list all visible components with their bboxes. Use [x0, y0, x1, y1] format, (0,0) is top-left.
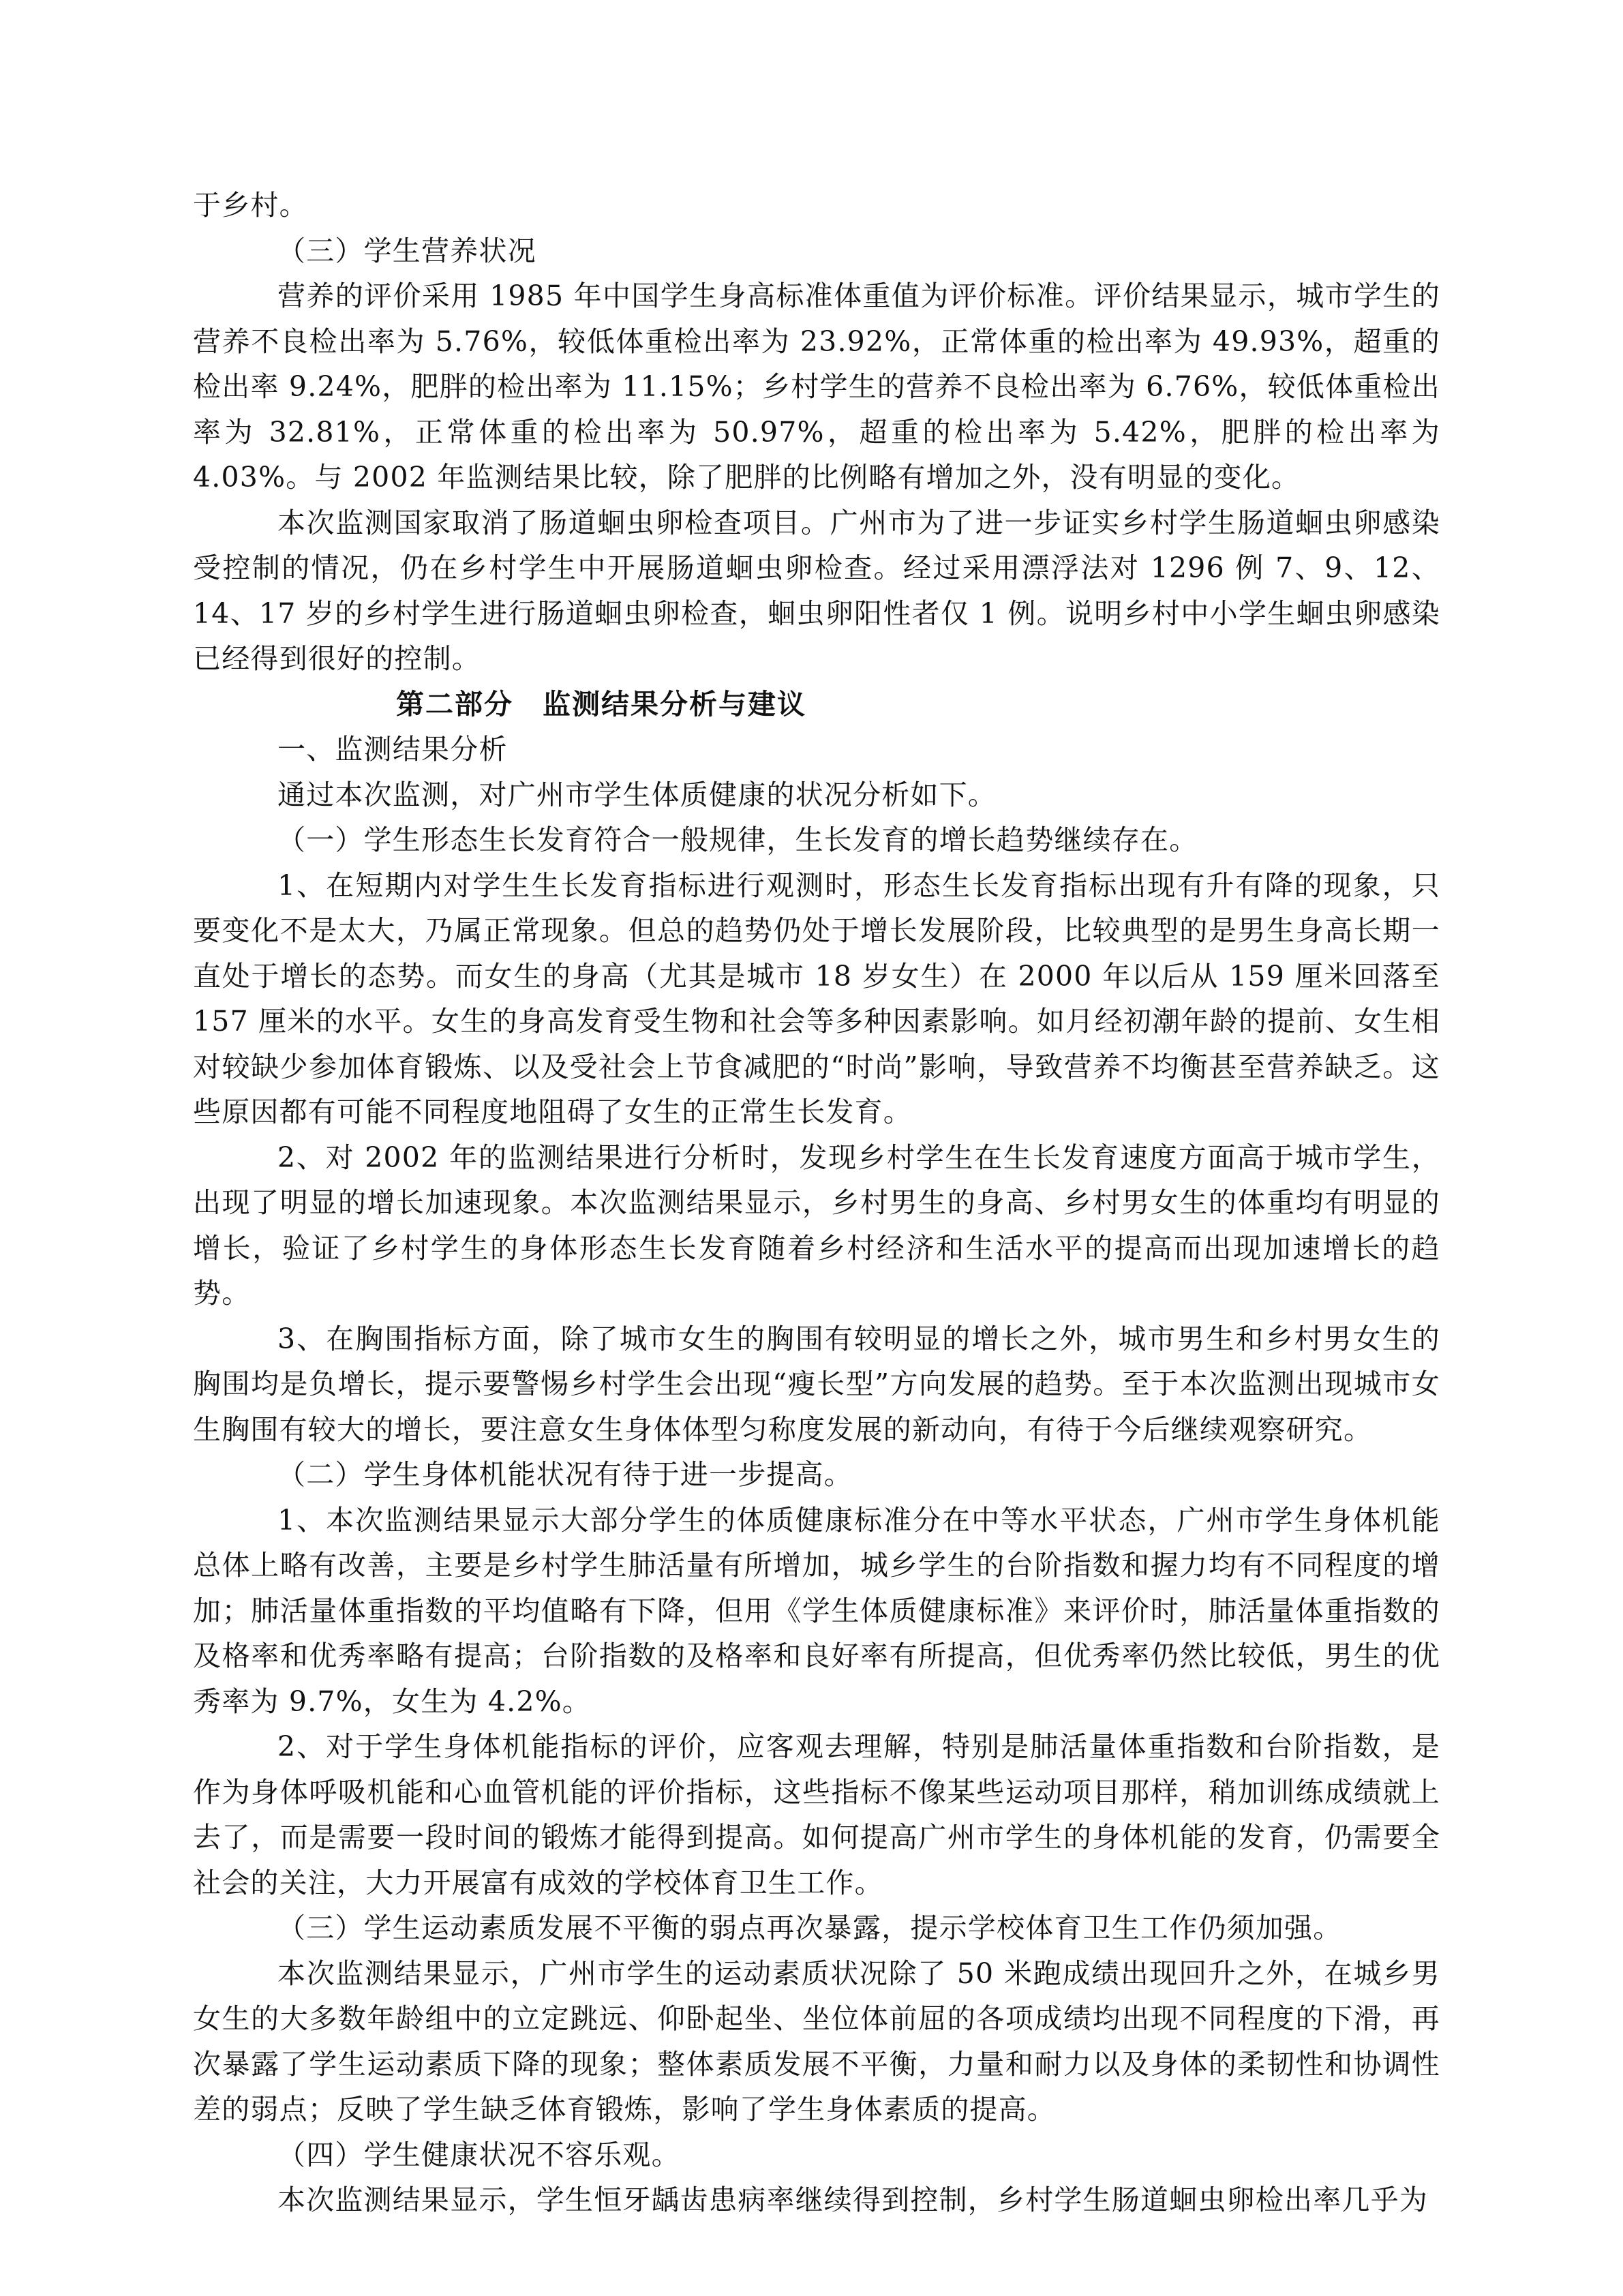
- subheading-fitness: （三）学生运动素质发展不平衡的弱点再次暴露，提示学校体育卫生工作仍须加强。: [277, 1912, 1342, 1944]
- paragraph-growth-3: 3、在胸围指标方面，除了城市女生的胸围有较明显的增长之外，城市男生和乡村男女生的胸围均是负增长，提示要警惕乡村学生会出现“瘦长型”方向发展的趋势。至于本次监测出现城市女生胸围有较大的增长，要注意女生身体体型匀称度发展的新动向，有待于今后继续观察研究。: [193, 1322, 1440, 1446]
- subheading-growth: （一）学生形态生长发育符合一般规律，生长发育的增长趋势继续存在。: [277, 824, 1198, 856]
- subheading-analysis: 一、监测结果分析: [277, 733, 508, 766]
- paragraph-growth-2: 2、对 2002 年的监测结果进行分析时，发现乡村学生在生长发育速度方面高于城市学生，出现了明显的增长加速现象。本次监测结果显示，乡村男生的身高、乡村男女生的体重均有明显的增长，验证了乡村学生的身体形态生长发育随着乡村经济和生活水平的提高而出现加速增长的趋势。: [193, 1141, 1440, 1310]
- paragraph-continuation: 于乡村。: [193, 189, 308, 222]
- paragraph-fitness: 本次监测结果显示，广州市学生的运动素质状况除了 50 米跑成绩出现回升之外，在城乡男女生的大多数年龄组中的立定跳远、仰卧起坐、坐位体前屈的各项成绩均出现不同程度的下滑，再次暴露了学生运动素质下降的现象；整体素质发展不平衡，力量和耐力以及身体的柔韧性和协调性差的弱点；反映了学生缺乏体育锻炼，影响了学生身体素质的提高。: [193, 1957, 1440, 2126]
- paragraph-analysis-intro: 通过本次监测，对广州市学生体质健康的状况分析如下。: [277, 778, 997, 811]
- paragraph-roundworm-check: 本次监测国家取消了肠道蛔虫卵检查项目。广州市为了进一步证实乡村学生肠道蛔虫卵感染受控制的情况，仍在乡村学生中开展肠道蛔虫卵检查。经过采用漂浮法对 1296 例 7、9、12、14、17 岁的乡村学生进行肠道蛔虫卵检查，蛔虫卵阳性者仅 1 例。说明乡村中小学生蛔虫卵感染已经得到很好的控制。: [193, 506, 1440, 675]
- paragraph-health: 本次监测结果显示，学生恒牙龋齿患病率继续得到控制，乡村学生肠道蛔虫卵检出率几乎为: [277, 2184, 1428, 2216]
- paragraph-function-2: 2、对于学生身体机能指标的评价，应客观去理解，特别是肺活量体重指数和台阶指数，是作为身体呼吸机能和心血管机能的评价指标，这些指标不像某些运动项目那样，稍加训练成绩就上去了，而是需要一段时间的锻炼才能得到提高。如何提高广州市学生的身体机能的发育，仍需要全社会的关注，大力开展富有成效的学校体育卫生工作。: [193, 1730, 1440, 1899]
- subheading-function: （二）学生身体机能状况有待于进一步提高。: [277, 1458, 853, 1491]
- document-page: [193, 183, 1440, 2223]
- subheading-nutrition: （三）学生营养状况: [277, 234, 536, 267]
- subheading-health: （四）学生健康状况不容乐观。: [277, 2138, 680, 2171]
- paragraph-function-1: 1、本次监测结果显示大部分学生的体质健康标准分在中等水平状态，广州市学生身体机能总体上略有改善，主要是乡村学生肺活量有所增加，城乡学生的台阶指数和握力均有不同程度的增加；肺活量体重指数的平均值略有下降，但用《学生体质健康标准》来评价时，肺活量体重指数的及格率和优秀率略有提高；台阶指数的及格率和良好率有所提高，但优秀率仍然比较低，男生的优秀率为 9.7%，女生为 4.2%。: [193, 1503, 1440, 1718]
- section-heading-part-two: 第二部分 监测结果分析与建议: [396, 687, 806, 721]
- paragraph-nutrition-evaluation: 营养的评价采用 1985 年中国学生身高标准体重值为评价标准。评价结果显示，城市学生的营养不良检出率为 5.76%，较低体重检出率为 23.92%，正常体重的检出率为 49.93%，超重的检出率 9.24%，肥胖的检出率为 11.15%；乡村学生的营养不良检出率为 6.76%，较低体重检出率为 32.81%，正常体重的检出率为 50.97%，超重的检出率为 5.42%，肥胖的检出率为 4.03%。与 2002 年监测结果比较，除了肥胖的比例略有增加之外，没有明显的变化。: [193, 280, 1440, 494]
- paragraph-growth-1: 1、在短期内对学生生长发育指标进行观测时，形态生长发育指标出现有升有降的现象，只要变化不是太大，乃属正常现象。但总的趋势仍处于增长发展阶段，比较典型的是男生身高长期一直处于增长的态势。而女生的身高（尤其是城市 18 岁女生）在 2000 年以后从 159 厘米回落至 157 厘米的水平。女生的身高发育受生物和社会等多种因素影响。如月经初潮年龄的提前、女生相对较缺少参加体育锻炼、以及受社会上节食减肥的“时尚”影响，导致营养不均衡甚至营养缺乏。这些原因都有可能不同程度地阻碍了女生的正常生长发育。: [193, 868, 1440, 1128]
